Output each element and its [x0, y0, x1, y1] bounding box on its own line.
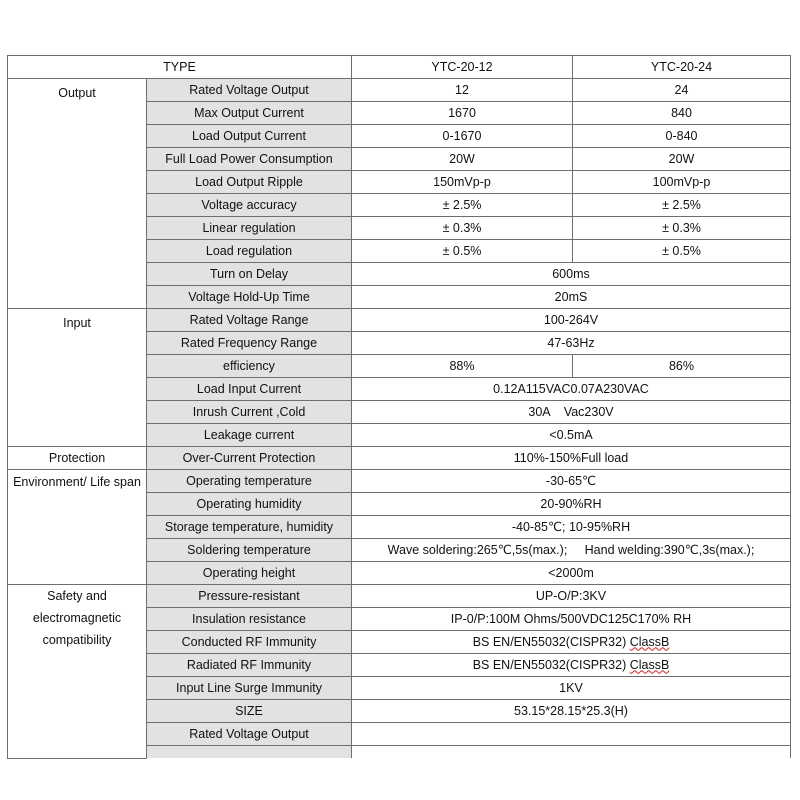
param-label: Conducted RF Immunity — [147, 631, 352, 654]
param-label: Load Output Current — [147, 125, 352, 148]
param-label: Insulation resistance — [147, 608, 352, 631]
value-12v: 88% — [352, 355, 573, 378]
value-24v: 20W — [573, 148, 791, 171]
model-header-24v: YTC-20-24 — [573, 56, 791, 79]
param-label: Linear regulation — [147, 217, 352, 240]
param-label: Voltage accuracy — [147, 194, 352, 217]
value-shared: -30-65℃ — [352, 470, 791, 493]
table-row — [8, 447, 791, 470]
value-24v: ± 2.5% — [573, 194, 791, 217]
value-12v: ± 2.5% — [352, 194, 573, 217]
value-shared: 20mS — [352, 286, 791, 309]
value-shared — [352, 654, 791, 677]
value-12v: 12 — [352, 79, 573, 102]
value-shared — [352, 631, 791, 654]
group-output: Output — [8, 79, 147, 309]
value-12v: ± 0.5% — [352, 240, 573, 263]
value-12v: 20W — [352, 148, 573, 171]
value-shared: UP-O/P:3KV — [352, 585, 791, 608]
param-label-cutoff — [147, 746, 352, 759]
value-shared-cutoff — [352, 746, 791, 759]
param-label: Operating humidity — [147, 493, 352, 516]
param-label: Load regulation — [147, 240, 352, 263]
value-12v: 150mVp-p — [352, 171, 573, 194]
group-safety-emc: Safety and electromagnetic compatibility — [8, 585, 147, 759]
value-text: BS EN/EN55032(CISPR32) — [472, 657, 630, 672]
value-24v: ± 0.3% — [573, 217, 791, 240]
value-shared: 100-264V — [352, 309, 791, 332]
param-label: Full Load Power Consumption — [147, 148, 352, 171]
value-24v: 100mVp-p — [573, 171, 791, 194]
value-shared — [352, 723, 791, 746]
table-row — [8, 470, 791, 493]
value-12v: ± 0.3% — [352, 217, 573, 240]
param-label: efficiency — [147, 355, 352, 378]
param-label: Pressure-resistant — [147, 585, 352, 608]
param-label: Inrush Current ,Cold — [147, 401, 352, 424]
param-label: Rated Voltage Output — [147, 723, 352, 746]
param-label: Rated Frequency Range — [147, 332, 352, 355]
value-shared: 600ms — [352, 263, 791, 286]
value-24v: ± 0.5% — [573, 240, 791, 263]
spellcheck-marked-text: ClassB — [629, 634, 670, 649]
value-24v: 840 — [573, 102, 791, 125]
param-label: Voltage Hold-Up Time — [147, 286, 352, 309]
param-label: Soldering temperature — [147, 539, 352, 562]
value-12v: 0-1670 — [352, 125, 573, 148]
value-24v: 0-840 — [573, 125, 791, 148]
param-label: Storage temperature, humidity — [147, 516, 352, 539]
group-environment: Environment/ Life span — [8, 470, 147, 585]
table-row — [8, 79, 791, 102]
model-header-12v: YTC-20-12 — [352, 56, 573, 79]
value-shared: <2000m — [352, 562, 791, 585]
param-label: Radiated RF Immunity — [147, 654, 352, 677]
value-shared: 0.12A115VAC0.07A230VAC — [352, 378, 791, 401]
param-label: Rated Voltage Range — [147, 309, 352, 332]
param-label: Input Line Surge Immunity — [147, 677, 352, 700]
value-shared: 47-63Hz — [352, 332, 791, 355]
value-shared: Wave soldering:265℃,5s(max.); Hand welding:390℃,3s(max.); — [352, 539, 791, 562]
value-shared: 1KV — [352, 677, 791, 700]
header-row — [8, 56, 791, 79]
spec-table — [7, 55, 791, 759]
table-row — [8, 309, 791, 332]
param-label: Turn on Delay — [147, 263, 352, 286]
value-text: BS EN/EN55032(CISPR32) — [472, 634, 630, 649]
value-shared: 30A Vac230V — [352, 401, 791, 424]
value-24v: 86% — [573, 355, 791, 378]
type-header: TYPE — [8, 56, 352, 79]
value-shared: IP-0/P:100M Ohms/500VDC125C170% RH — [352, 608, 791, 631]
param-label: Operating temperature — [147, 470, 352, 493]
table-row — [8, 585, 791, 608]
value-shared: <0.5mA — [352, 424, 791, 447]
param-label: Operating height — [147, 562, 352, 585]
param-label: Load Input Current — [147, 378, 352, 401]
value-shared: 20-90%RH — [352, 493, 791, 516]
value-shared: -40-85℃; 10-95%RH — [352, 516, 791, 539]
param-label: SIZE — [147, 700, 352, 723]
param-label: Max Output Current — [147, 102, 352, 125]
value-24v: 24 — [573, 79, 791, 102]
value-12v: 1670 — [352, 102, 573, 125]
group-input: Input — [8, 309, 147, 447]
value-shared: 53.15*28.15*25.3(H) — [352, 700, 791, 723]
param-label: Leakage current — [147, 424, 352, 447]
spellcheck-marked-text: ClassB — [629, 657, 670, 672]
value-shared: 110%-150%Full load — [352, 447, 791, 470]
param-label: Load Output Ripple — [147, 171, 352, 194]
param-label: Over-Current Protection — [147, 447, 352, 470]
group-protection: Protection — [8, 447, 147, 470]
param-label: Rated Voltage Output — [147, 79, 352, 102]
